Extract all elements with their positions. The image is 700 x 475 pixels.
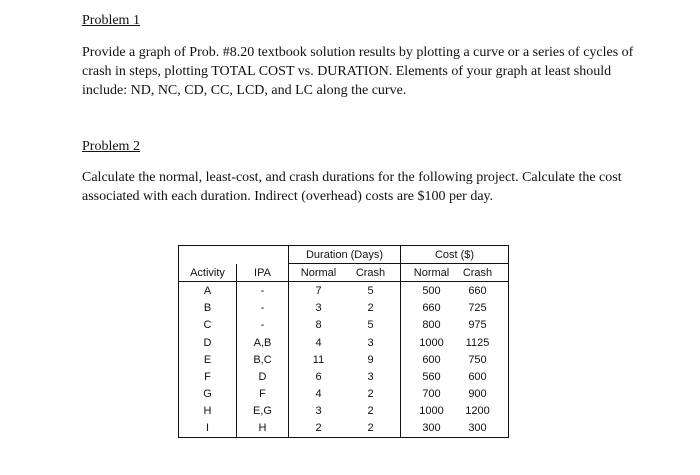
header-cost-sub: [401, 264, 509, 282]
cell-ipa: B,C: [237, 351, 289, 368]
cell-cost: [401, 420, 509, 438]
cell-duration-normal: 4: [315, 388, 322, 401]
cell-duration-normal: 4: [315, 336, 322, 349]
cell-cost-normal: 660: [422, 302, 441, 315]
cell-duration: [289, 420, 401, 438]
header-blank-ipa: [237, 246, 289, 264]
table-row: [179, 386, 509, 403]
cell-cost-normal: 500: [422, 284, 441, 297]
cell-duration: [289, 300, 401, 317]
cell-ipa: -: [237, 282, 289, 300]
cell-duration-crash: 9: [367, 353, 374, 366]
table-row: [179, 403, 509, 420]
cell-duration-normal: 3: [315, 405, 322, 418]
table-row: [179, 334, 509, 351]
cell-cost-normal: 1000: [419, 405, 444, 418]
table-row: [179, 420, 509, 438]
cell-duration-normal: 7: [315, 284, 322, 297]
cell-duration: [289, 351, 401, 368]
cell-activity: B: [203, 302, 212, 315]
cell-duration: [289, 282, 401, 300]
cell-ipa: -: [237, 317, 289, 334]
header-duration-sub: [289, 264, 401, 282]
cell-ipa: -: [237, 300, 289, 317]
header-duration-normal: Normal: [300, 266, 337, 279]
cell-cost-normal: 700: [422, 388, 441, 401]
problem-1-text: Provide a graph of Prob. #8.20 textbook solution results by plotting a curve or a series of cycles of crash in steps, plotting TOTAL COST vs. DURATION. Elements of your graph at least should include: ND, NC, CD, CC, LCD, and LC along the curve.: [82, 45, 634, 98]
cell-duration-normal: 6: [315, 370, 322, 383]
cell-activity: G: [203, 388, 212, 401]
table-group-header-row: [179, 246, 509, 264]
cell-duration-crash: 2: [367, 422, 374, 435]
cell-cost: [401, 386, 509, 403]
cell-cost-normal: 300: [422, 422, 441, 435]
cell-duration: [289, 317, 401, 334]
table-row: [179, 300, 509, 317]
cell-duration: [289, 368, 401, 385]
cell-duration-normal: 3: [315, 302, 322, 315]
cell-cost-normal: 800: [422, 319, 441, 332]
problem-1-title: Problem 1: [82, 13, 140, 28]
cell-cost-crash: 750: [468, 353, 487, 366]
cell-activity: E: [203, 353, 212, 366]
cell-cost: [401, 282, 509, 300]
table-row: [179, 368, 509, 385]
cell-duration-crash: 2: [367, 405, 374, 418]
cell-duration: [289, 334, 401, 351]
cell-ipa: E,G: [237, 403, 289, 420]
cell-activity: F: [204, 370, 211, 383]
cell-cost-normal: 600: [422, 353, 441, 366]
cell-cost: [401, 317, 509, 334]
table-header-row: [179, 264, 509, 282]
header-cost-group: Cost ($): [401, 246, 509, 264]
header-duration-group: Duration (Days): [289, 246, 401, 264]
cell-cost: [401, 403, 509, 420]
cell-cost-normal: 1000: [419, 336, 444, 349]
cell-activity: C: [203, 319, 212, 332]
cell-cost-crash: 300: [468, 422, 487, 435]
cell-cost-normal: 560: [422, 370, 441, 383]
table-row: [179, 351, 509, 368]
cell-cost-crash: 725: [468, 302, 487, 315]
header-cost-crash: Crash: [462, 266, 493, 279]
cell-duration-normal: 2: [315, 422, 322, 435]
cell-duration-normal: 11: [312, 353, 325, 366]
cell-cost: [401, 300, 509, 317]
problem-2-text: Calculate the normal, least-cost, and crash durations for the following project. Calculate the cost associated with each duration. Indirect (overhead) costs are $100 per day.: [82, 170, 622, 204]
cell-cost: [401, 334, 509, 351]
cell-ipa: D: [237, 368, 289, 385]
cell-activity: I: [205, 422, 210, 435]
cell-cost-crash: 660: [468, 284, 487, 297]
cell-duration-crash: 5: [367, 284, 374, 297]
cell-duration: [289, 386, 401, 403]
cell-cost: [401, 368, 509, 385]
header-activity: Activity: [179, 264, 237, 282]
problem-2-title: Problem 2: [82, 139, 140, 154]
header-blank-activity: [179, 246, 237, 264]
cell-cost: [401, 351, 509, 368]
cell-activity: D: [203, 336, 212, 349]
cell-duration-crash: 2: [367, 388, 374, 401]
cell-duration-crash: 2: [367, 302, 374, 315]
header-ipa: IPA: [237, 264, 289, 282]
cell-duration-normal: 8: [315, 319, 322, 332]
table-row: [179, 317, 509, 334]
cell-activity: H: [203, 405, 212, 418]
cell-ipa: F: [237, 386, 289, 403]
cell-cost-crash: 975: [468, 319, 487, 332]
project-data-table: [178, 245, 509, 438]
cell-duration: [289, 403, 401, 420]
cell-ipa: H: [237, 420, 289, 438]
cell-cost-crash: 600: [468, 370, 487, 383]
cell-duration-crash: 3: [367, 336, 374, 349]
header-duration-crash: Crash: [355, 266, 386, 279]
cell-cost-crash: 900: [468, 388, 487, 401]
cell-cost-crash: 1200: [465, 405, 490, 418]
table-row: [179, 282, 509, 300]
cell-ipa: A,B: [237, 334, 289, 351]
header-cost-normal: Normal: [413, 266, 450, 279]
cell-cost-crash: 1125: [465, 336, 490, 349]
cell-duration-crash: 3: [367, 370, 374, 383]
cell-activity: A: [203, 284, 212, 297]
cell-duration-crash: 5: [367, 319, 374, 332]
